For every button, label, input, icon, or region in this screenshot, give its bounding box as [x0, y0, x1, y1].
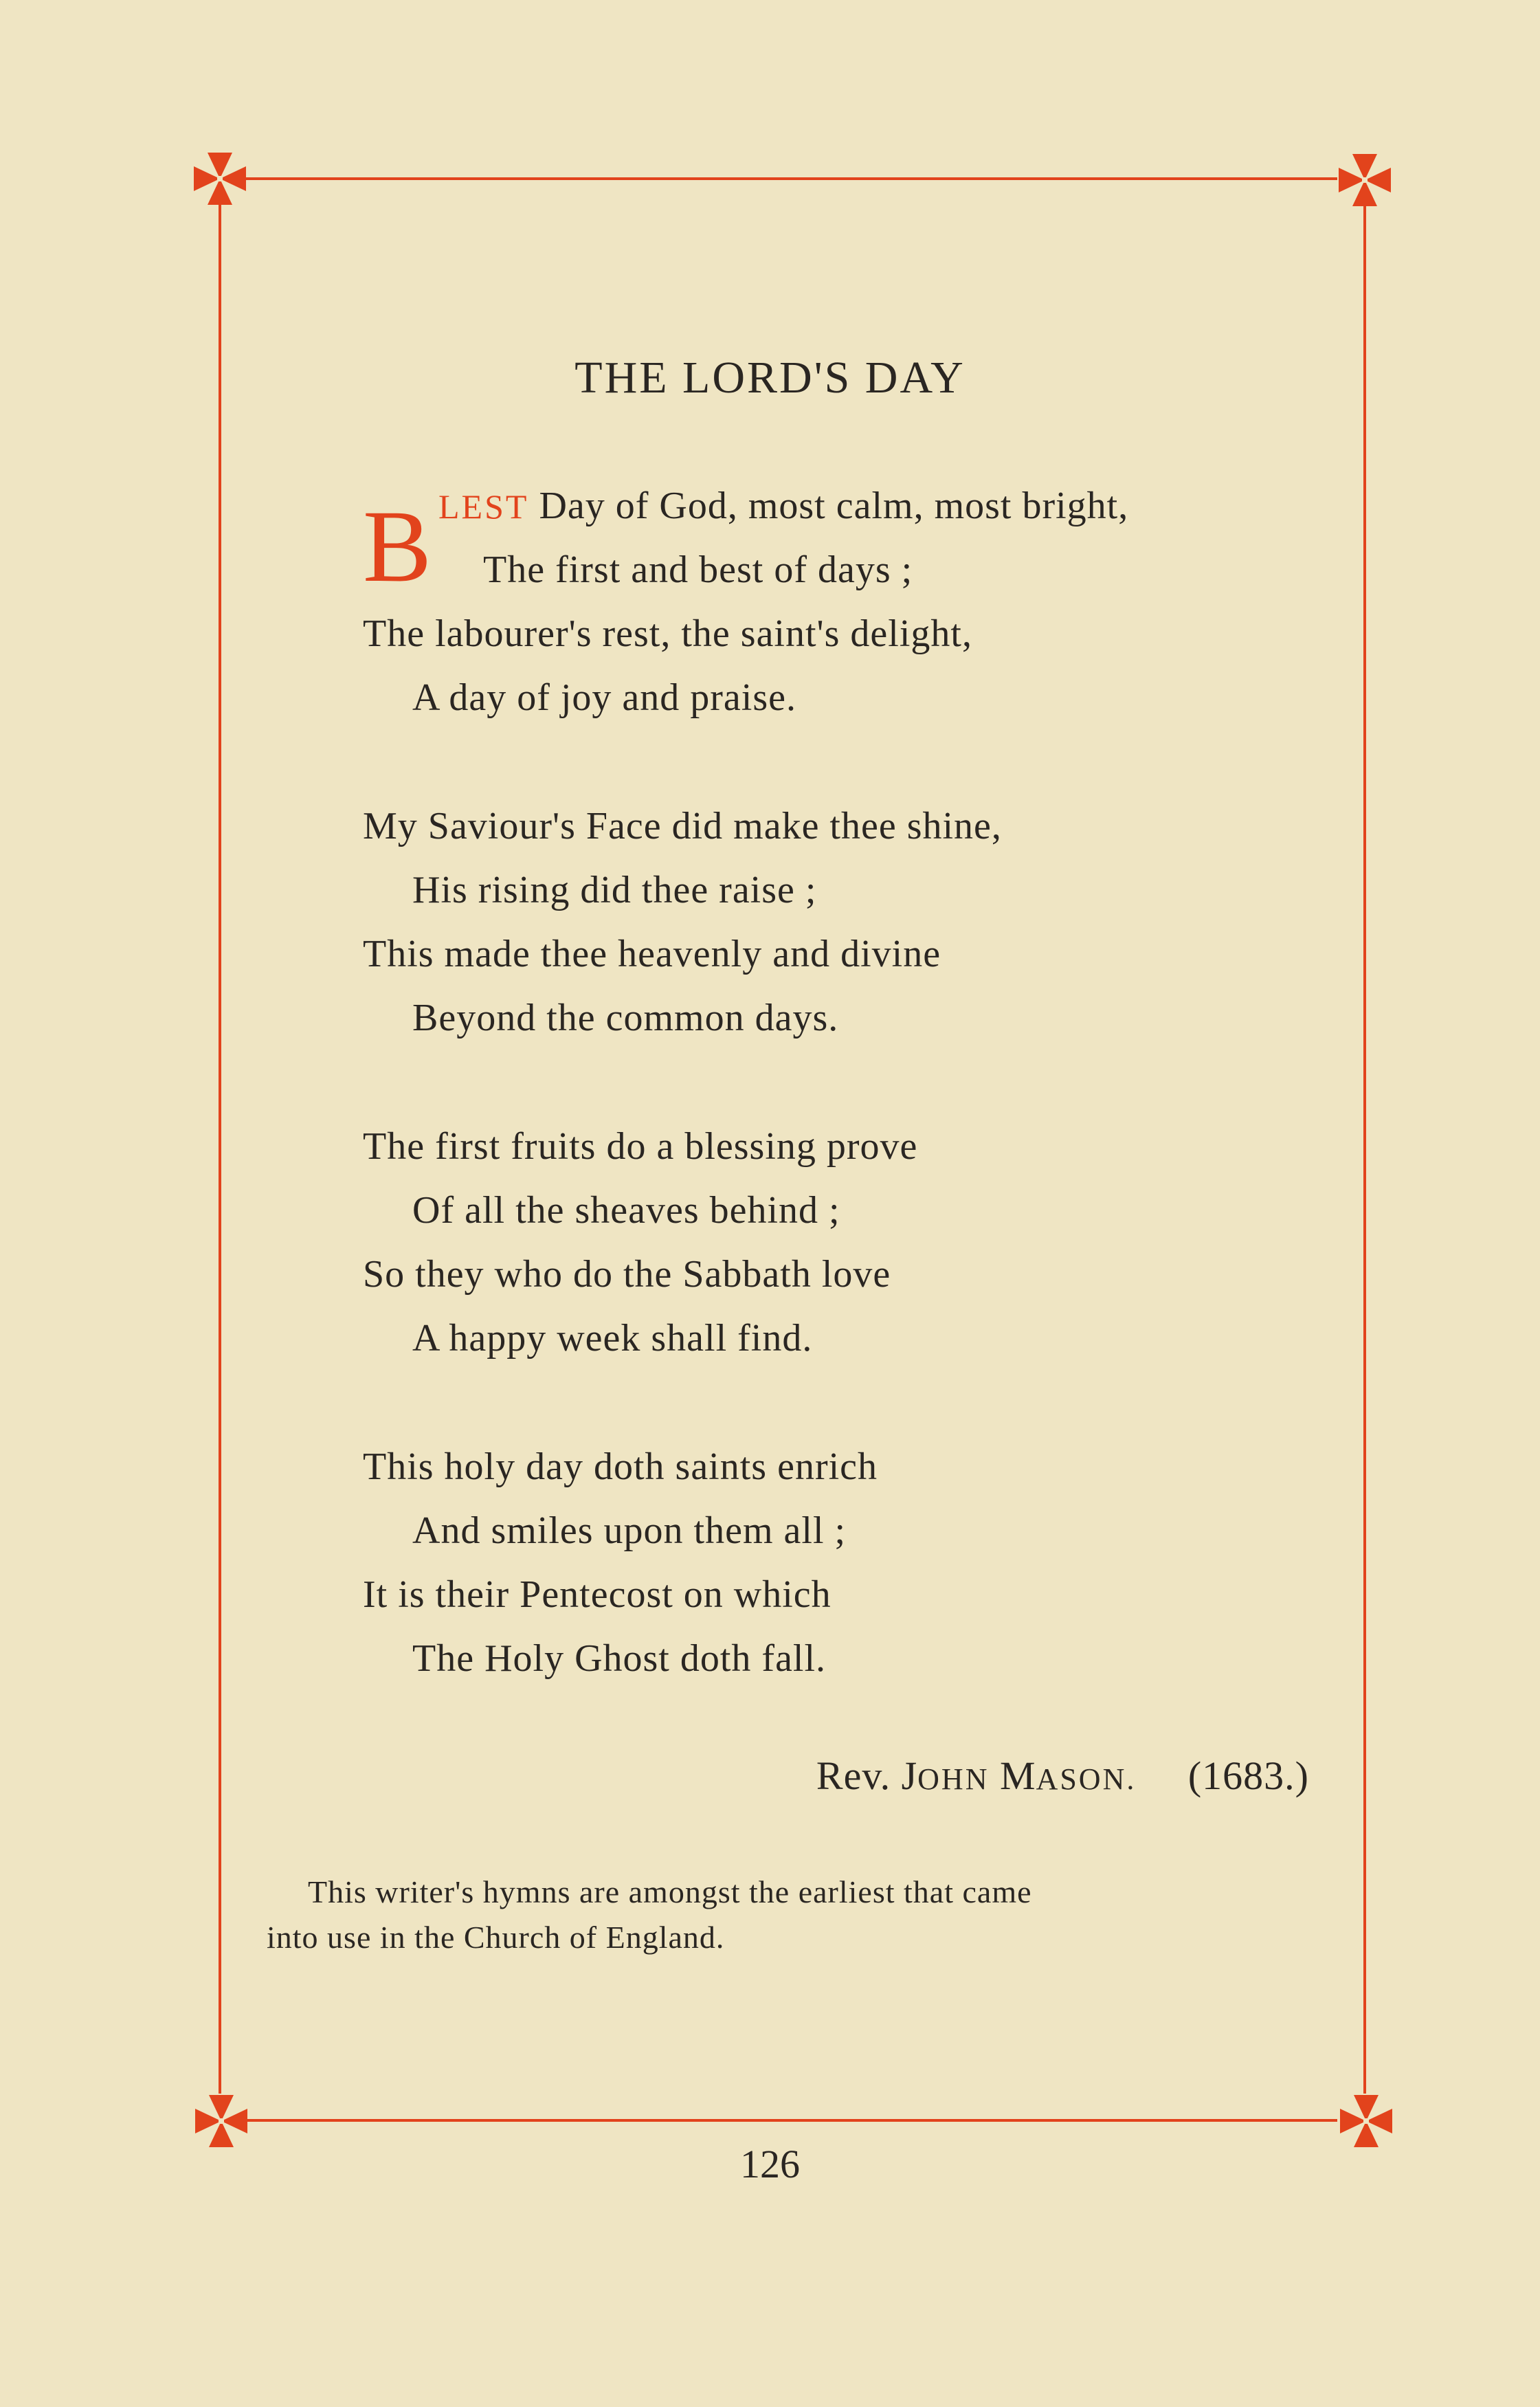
- poem-line: So they who do the Sabbath love: [363, 1253, 891, 1296]
- page-number: 126: [740, 2142, 800, 2186]
- poem-line: [363, 474, 1325, 538]
- footnote-line: This writer's hymns are amongst the earliest that came: [308, 1874, 1032, 1909]
- poem-line: The first and best of days ;: [483, 548, 913, 591]
- footnote-line: into use in the Church of England.: [267, 1920, 725, 1955]
- poem-line: My Saviour's Face did make thee shine,: [363, 805, 1002, 847]
- author-last-rest: ASON.: [1036, 1762, 1137, 1796]
- poem-line: A happy week shall find.: [412, 1317, 813, 1360]
- corner-cross-icon: [194, 2094, 249, 2149]
- poem-line: Of all the sheaves behind ;: [412, 1189, 840, 1232]
- poem: [363, 474, 1325, 1755]
- footnote: [267, 1870, 1311, 1960]
- poem-line: The Holy Ghost doth fall.: [412, 1637, 827, 1680]
- corner-cross-icon: [1339, 2094, 1394, 2149]
- corner-cross-icon: [192, 151, 247, 206]
- author-first-rest: OHN: [917, 1762, 990, 1796]
- page-title: THE LORD'S DAY: [574, 353, 966, 403]
- poem-line: The first fruits do a blessing prove: [363, 1125, 918, 1168]
- poem-line: A day of joy and praise.: [412, 676, 796, 719]
- poem-line: This made thee heavenly and divine: [363, 933, 941, 975]
- poem-line: The labourer's rest, the saint's delight,: [363, 612, 972, 655]
- bottom-rule: [245, 2119, 1337, 2122]
- right-rule: [1363, 205, 1366, 2094]
- attribution: [816, 1753, 1309, 1799]
- first-line-text: Day of God, most calm, most bright,: [528, 485, 1129, 527]
- left-rule: [219, 205, 221, 2094]
- stanza: [363, 1435, 1325, 1691]
- stanza: [363, 474, 1325, 730]
- poem-line: His rising did thee raise ;: [412, 869, 817, 911]
- poem-line: This holy day doth saints enrich: [363, 1445, 878, 1488]
- author-last-initial: M: [999, 1753, 1036, 1798]
- stanza: [363, 1115, 1325, 1371]
- stanza: [363, 795, 1325, 1050]
- poem-line: And smiles upon them all ;: [412, 1509, 847, 1552]
- author-date: (1683.): [1187, 1753, 1309, 1798]
- corner-cross-icon: [1337, 153, 1392, 208]
- drop-cap: B: [363, 489, 432, 603]
- author-first-initial: J: [901, 1753, 918, 1798]
- first-word-caps: LEST: [438, 487, 529, 526]
- poem-line: It is their Pentecost on which: [363, 1573, 832, 1616]
- author-prefix: Rev.: [816, 1753, 891, 1798]
- poem-line: Beyond the common days.: [412, 997, 839, 1039]
- top-rule: [245, 177, 1337, 180]
